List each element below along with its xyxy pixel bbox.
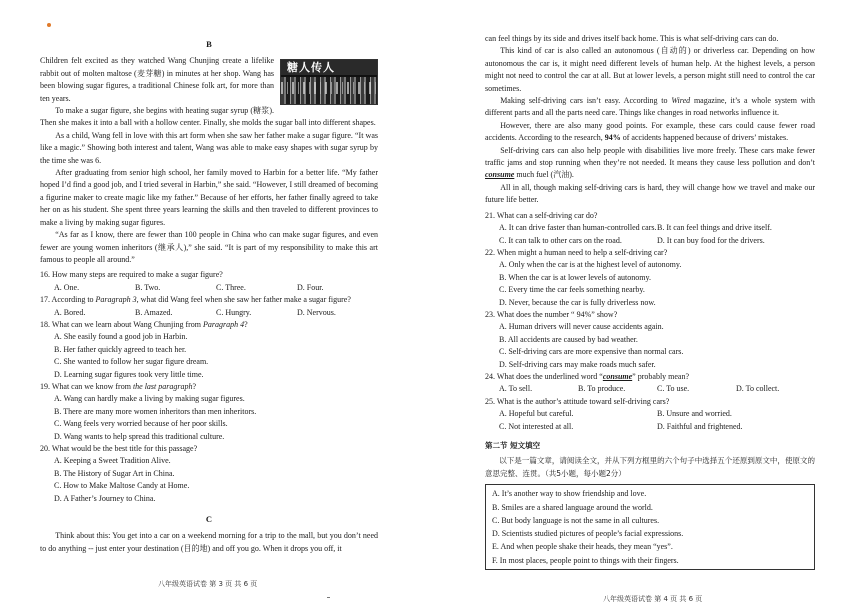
section-c-heading: C: [205, 514, 213, 525]
question-23: [485, 309, 815, 371]
box-option-b: B. Smiles are a shared language around the world.: [492, 502, 653, 512]
question-stem: 24. What does the underlined word “consume” probably mean?: [485, 371, 690, 381]
question-stem: 19. What can we know from the last paragraph?: [40, 381, 197, 391]
option-c: C. Self-driving cars are more expensive than normal cars.: [499, 347, 684, 357]
option-c: C. To use.: [657, 384, 690, 394]
option-a: A. It can drive faster than human-controlled cars.: [499, 223, 657, 233]
box-option-a: A. It’s another way to show friendship and love.: [492, 489, 647, 499]
option-b: B. There are many more women inheritors than men inheritors.: [54, 406, 257, 416]
option-b: B. It can feel things and drive itself.: [657, 223, 772, 233]
option-d: D. It can buy food for the drivers.: [657, 235, 765, 245]
box-option-c: C. But body language is not the same in all cultures.: [492, 515, 660, 525]
right-page-footer: 八年级英语试卷 第 4 页 共 6 页: [603, 595, 703, 603]
question-17: [40, 294, 378, 319]
option-b: B. Two.: [135, 282, 161, 292]
question-stem: 17. According to Paragraph 3, what did Wang feel when she saw her father make a sugar figure?: [40, 295, 351, 305]
question-stem: 21. What can a self-driving car do?: [485, 210, 598, 220]
question-19: [40, 381, 378, 443]
option-a: A. Wang can hardly make a living by making sugar figures.: [54, 394, 245, 404]
option-a: A. Bored.: [54, 307, 86, 317]
option-b: B. All accidents are caused by bad weather.: [499, 334, 638, 344]
box-option-d: D. Scientists studied pictures of people’s facial expressions.: [492, 529, 684, 539]
option-b: B. Unsure and worried.: [657, 409, 732, 419]
passage-c-continued-2: This kind of car is also called an autonomous (自动的) or driverless car. Depending on how autonomous the car is, it might need different levels of human help. At the highest levels, a person might not need to control the car at all. But at lower levels, a person might still need to control the car sometimes.: [485, 46, 815, 93]
option-c: C. Hungry.: [216, 307, 252, 317]
option-a: A. Keeping a Sweet Tradition Alive.: [54, 456, 171, 466]
question-18: [40, 319, 378, 381]
passage-c-continued-4: However, there are also many good points. For example, these cars could cause fewer road accidents. According to the research, 94% of accidents happened because of drivers’ mistakes.: [485, 120, 815, 143]
question-stem: 25. What is the author’s attitude toward self-driving cars?: [485, 396, 670, 406]
question-21: [485, 210, 815, 247]
question-stem: 20. What would be the best title for this passage?: [40, 444, 198, 453]
option-d: D. Nervous.: [297, 307, 336, 317]
option-a: A. Hopeful but careful.: [499, 409, 574, 419]
option-b: B. Her father quickly agreed to teach her.: [54, 344, 187, 354]
passage-b-paragraph-5: “As far as I know, there are fewer than 100 people in China who can make sugar figures, and even fewer are young women inheritors (继承人),” she said. “It is part of my responsibility to make this art famous to people all around.”: [40, 230, 378, 264]
passage-c-continued-1: can feel things by its side and drives itself back home. This is what self-driving cars can do.: [485, 34, 779, 43]
option-d: D. To collect.: [736, 384, 780, 394]
photo-sign-text: 糖人传人: [287, 61, 335, 75]
sugar-figure-photo: [280, 59, 378, 105]
left-page-footer: 八年级英语试卷 第 3 页 共 6 页: [158, 580, 258, 588]
question-22: [485, 247, 815, 309]
option-d: D. Learning sugar figures took very little time.: [54, 369, 204, 379]
passage-c-continued-5: Self-driving cars can also help people with disabilities live more freely. These cars make fewer traffic jams and stop running when they’re not needed. It means they cause less pollution and don’t consume much fuel (汽油).: [485, 145, 815, 180]
option-b: B. To produce.: [578, 384, 626, 394]
option-d: D. Four.: [297, 282, 324, 292]
option-c: C. She wanted to follow her sugar figure dream.: [54, 357, 209, 367]
option-a: A. One.: [54, 282, 80, 292]
option-c: C. How to Make Maltose Candy at Home.: [54, 481, 190, 491]
box-option-f: F. In most places, people point to things with their fingers.: [492, 555, 679, 565]
question-stem: 23. What does the number “ 94%” show?: [485, 309, 618, 319]
option-c: C. Three.: [216, 282, 246, 292]
option-c: C. Not interested at all.: [499, 421, 574, 431]
page-tick-mark: [327, 597, 330, 598]
passage-b-paragraph-3: As a child, Wang fell in love with this art form when she saw her father make a sugar figure. “It was like a magic.” Showing both interest and talent, Wang was able to make easy shapes with sugar syrup by the time she was 6.: [40, 130, 378, 165]
option-d: D. Self-driving cars may make roads much safer.: [499, 359, 656, 369]
section-b-heading: B: [206, 39, 212, 49]
option-d: D. Faithful and frightened.: [657, 421, 743, 431]
question-stem: 22. When might a human need to help a self-driving car?: [485, 247, 668, 257]
option-d: D. Wang wants to help spread this traditional culture.: [54, 431, 225, 441]
right-page: [485, 33, 815, 570]
passage-c-continued-6: All in all, though making self-driving cars is hard, they will change how we travel and make our future life better.: [485, 182, 815, 205]
left-page: [40, 38, 378, 555]
option-b: B. The History of Sugar Art in China.: [54, 468, 175, 478]
section-2-title: 第二节 短文填空: [485, 441, 541, 450]
passage-b-paragraph-2: To make a sugar figure, she begins with heating sugar syrup (糖浆). Then she makes it into a ball with a hollow center. Finally, she molds the sugar ball into different shapes.: [40, 106, 376, 128]
passage-c-continued-3: Making self-driving cars isn’t easy. According to Wired magazine, it’s a whole system with different parts and all the parts need care. Things like changes in road networks influence it.: [485, 96, 815, 118]
question-stem: 18. What can we learn about Wang Chunjing from Paragraph 4?: [40, 319, 248, 329]
option-a: A. Human drivers will never cause accidents again.: [499, 322, 664, 332]
question-stem: 16. How many steps are required to make a sugar figure?: [40, 270, 223, 280]
passage-b-paragraph-1: Children felt excited as they watched Wang Chunjing create a lifelike rabbit out of molten maltose (麦芽糖) in minutes at her shop. Wang has been blowing sugar figures, a traditional Chinese folk art, for more than ten years.: [40, 56, 274, 103]
option-d: D. Never, because the car is fully driverless now.: [499, 297, 656, 307]
sentence-options-box: [485, 484, 815, 570]
box-option-e: E. And when people shake their heads, they mean “yes”.: [492, 542, 673, 552]
option-a: A. She easily found a good job in Harbin.: [54, 332, 188, 342]
option-b: B. When the car is at lower levels of autonomy.: [499, 272, 651, 282]
question-25: [485, 396, 815, 433]
option-c: C. Wang feels very worried because of her poor skills.: [54, 419, 228, 429]
question-20: [40, 443, 378, 505]
passage-c-intro: Think about this: You get into a car on a weekend morning for a trip to the mall, but you don’t need to do anything -- just enter your destination (目的地) and off you go. When it drops you off, it: [40, 531, 378, 553]
option-a: A. Only when the car is at the highest level of autonomy.: [499, 260, 682, 270]
option-c: C. It can talk to other cars on the road.: [499, 235, 622, 245]
option-b: B. Amazed.: [135, 307, 173, 317]
question-16: [40, 269, 378, 294]
question-24: [485, 371, 815, 396]
section-2-instructions: 以下是一篇文章，请阅读全文，并从下列方框里的六个句子中选择五个还原到原文中，使原文的意思完整、连贯。（共5小题，每小题2分）: [485, 456, 815, 478]
option-a: A. To sell.: [499, 384, 533, 394]
passage-b-paragraph-4: After graduating from senior high school, her family moved to Harbin for a better life. “My father hoped I’d find a good job, and I tried several in Harbin,” she said. “However, I still dreamed of becoming a figurine maker to create magic like my father.” Because of her efforts, her father finally agreed to take her on as his student. She spent three years learning the skills and then traveled to different provinces to make a living by making sugar figures.: [40, 168, 378, 227]
orange-dot-mark: [47, 23, 51, 27]
option-c: C. Every time the car feels something nearby.: [499, 285, 645, 295]
option-d: D. A Father’s Journey to China.: [54, 493, 156, 503]
